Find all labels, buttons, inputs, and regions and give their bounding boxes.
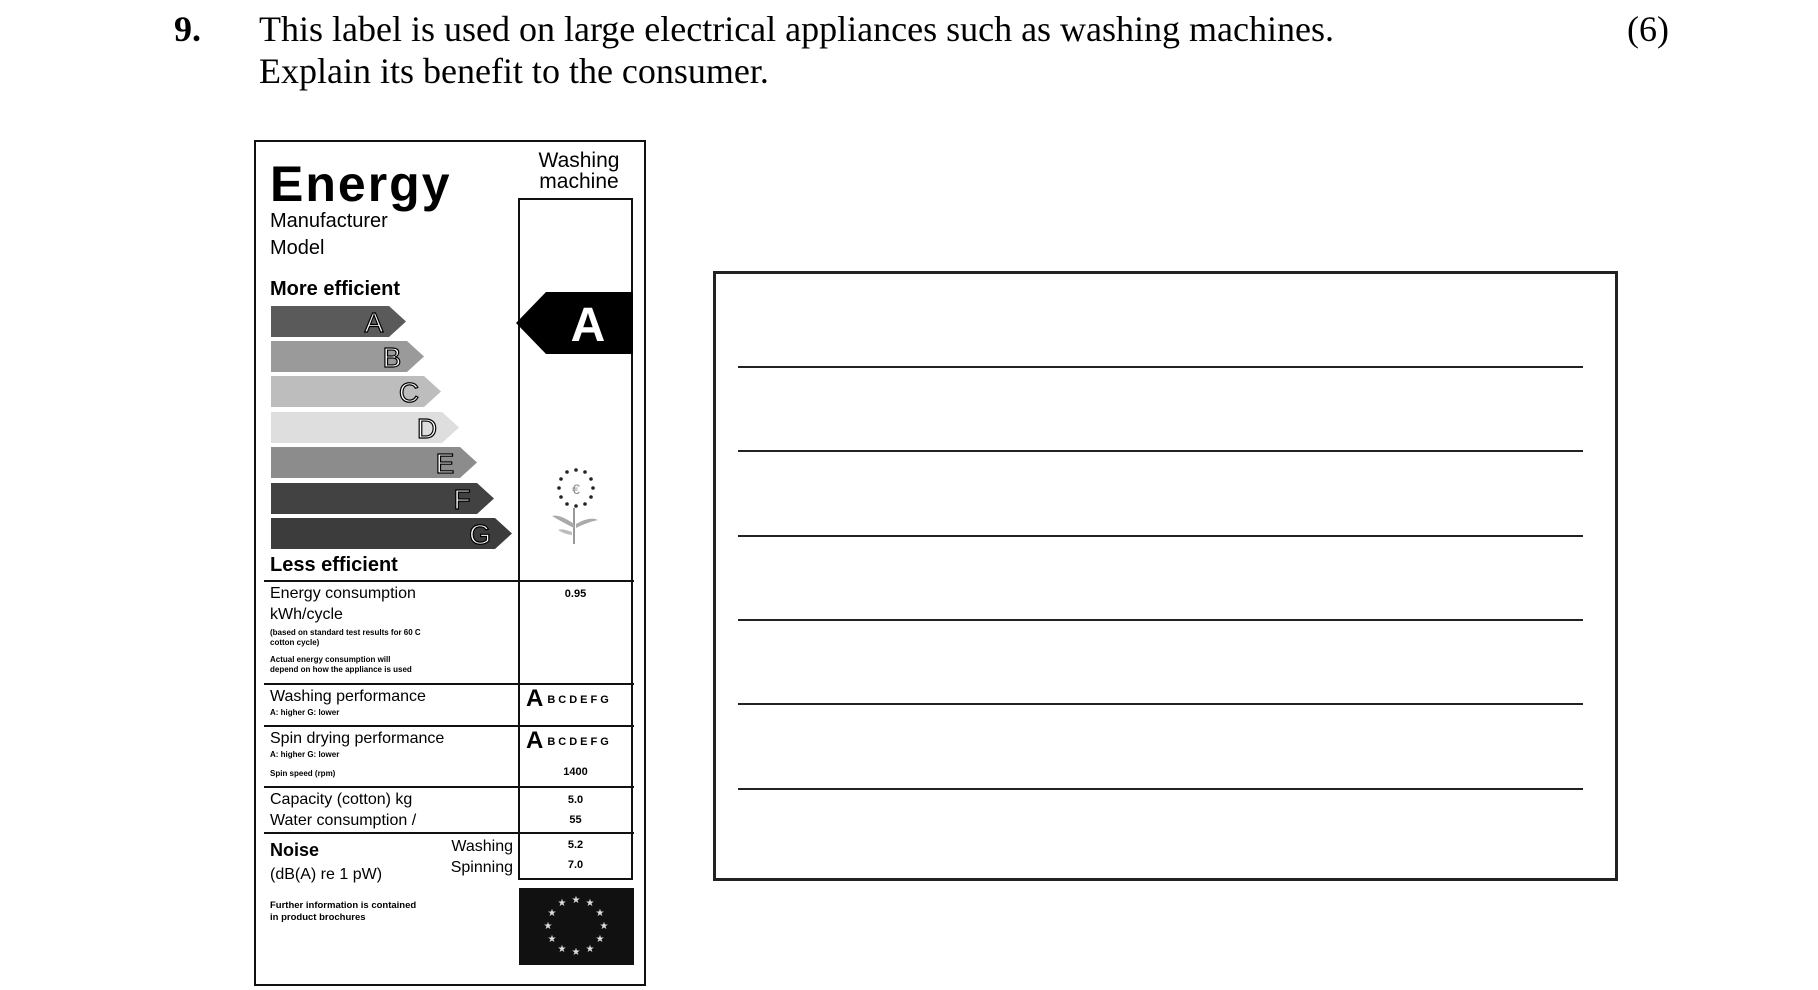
svg-text:★: ★ xyxy=(557,898,567,909)
noise-label: Noise xyxy=(270,840,320,860)
noise-washing-label: Washing xyxy=(451,838,513,855)
rating-bar-e xyxy=(271,447,477,478)
divider xyxy=(264,786,634,788)
svg-text:★: ★ xyxy=(547,908,557,919)
less-efficient-label: Less efficient xyxy=(270,554,398,576)
answer-line-5[interactable] xyxy=(738,703,1583,705)
washing-performance-scale-note: A: higher G: lower xyxy=(270,708,340,717)
svg-text:★: ★ xyxy=(547,934,557,945)
eu-flower-icon xyxy=(546,462,606,547)
energy-label xyxy=(254,140,646,986)
water-consumption-label: Water consumption / xyxy=(270,812,417,829)
footer-note-line-1: Further information is contained xyxy=(270,900,417,911)
appliance-type-line-2: machine xyxy=(539,170,619,193)
answer-line-3[interactable] xyxy=(738,535,1583,537)
model-label: Model xyxy=(270,237,325,259)
svg-text:★: ★ xyxy=(571,947,581,958)
rating-bar-a xyxy=(271,306,406,337)
energy-note-2-line-2: depend on how the appliance is used xyxy=(270,665,412,674)
spin-drying-scale-note: A: higher G: lower xyxy=(270,750,340,759)
svg-text:★: ★ xyxy=(571,895,581,906)
svg-text:C: C xyxy=(398,377,420,408)
svg-text:G: G xyxy=(469,519,491,550)
noise-spinning-label: Spinning xyxy=(450,859,513,876)
more-efficient-label: More efficient xyxy=(270,278,401,300)
answer-line-4[interactable] xyxy=(738,619,1583,621)
divider xyxy=(264,580,634,582)
question-text xyxy=(259,8,1334,92)
spin-drying-scale xyxy=(526,727,612,755)
question-text-line-1: This label is used on large electrical appliances such as washing machines. xyxy=(259,9,1334,49)
manufacturer-label: Manufacturer xyxy=(270,210,388,232)
noise-washing-value: 5.2 xyxy=(567,839,584,851)
energy-note-2 xyxy=(270,655,412,675)
rating-bar-g xyxy=(271,518,512,549)
answer-box[interactable] xyxy=(713,271,1618,881)
capacity-label: Capacity (cotton) kg xyxy=(270,791,413,808)
spin-drying-label: Spin drying performance xyxy=(270,730,445,747)
washing-performance-scale-rest: BCDEFG xyxy=(547,694,612,706)
svg-text:B: B xyxy=(382,342,402,373)
energy-consumption-unit: kWh/cycle xyxy=(270,606,343,623)
eu-flag-icon xyxy=(519,888,634,965)
rating-bar-d xyxy=(271,412,459,443)
svg-text:D: D xyxy=(416,413,438,444)
energy-consumption-label: Energy consumption xyxy=(270,585,416,602)
answer-line-6[interactable] xyxy=(738,788,1583,790)
question-marks: (6) xyxy=(1627,9,1669,49)
svg-text:€: € xyxy=(572,481,580,497)
svg-text:★: ★ xyxy=(557,944,567,955)
energy-note-1 xyxy=(270,628,421,648)
capacity-value: 5.0 xyxy=(567,794,584,806)
energy-note-2-line-1: Actual energy consumption will xyxy=(270,655,391,664)
noise-spinning-value: 7.0 xyxy=(567,859,584,871)
svg-text:F: F xyxy=(453,484,471,515)
rating-bar-f xyxy=(271,483,494,514)
washing-performance-scale xyxy=(526,685,612,713)
water-consumption-value: 55 xyxy=(569,814,582,826)
appliance-rating-arrow xyxy=(516,292,635,354)
rating-bar-b xyxy=(271,341,424,372)
energy-note-1-line-1: (based on standard test results for 60 C xyxy=(270,628,421,637)
appliance-type xyxy=(520,150,638,192)
question-number: 9. xyxy=(174,9,201,49)
answer-line-1[interactable] xyxy=(738,366,1583,368)
energy-consumption-value: 0.95 xyxy=(564,588,587,600)
noise-unit: (dB(A) re 1 pW) xyxy=(270,866,383,883)
energy-note-1-line-2: cotton cycle) xyxy=(270,638,320,647)
footer-note xyxy=(270,900,416,924)
question-text-line-2: Explain its benefit to the consumer. xyxy=(259,51,769,91)
answer-line-2[interactable] xyxy=(738,450,1583,452)
svg-text:★: ★ xyxy=(595,908,605,919)
label-title: Energy xyxy=(270,156,452,212)
footer-note-line-2: in product brochures xyxy=(270,912,366,923)
svg-text:★: ★ xyxy=(543,921,553,932)
svg-text:★: ★ xyxy=(595,934,605,945)
spin-speed-label: Spin speed (rpm) xyxy=(270,769,336,778)
svg-text:A: A xyxy=(570,299,606,352)
svg-text:★: ★ xyxy=(599,921,609,932)
rating-bar-letter: A xyxy=(364,307,384,338)
divider xyxy=(264,832,634,834)
appliance-type-line-1: Washing xyxy=(538,149,620,172)
washing-performance-label: Washing performance xyxy=(270,688,426,705)
washing-performance-rating: A xyxy=(526,685,544,712)
spin-speed-value: 1400 xyxy=(563,766,588,778)
svg-text:★: ★ xyxy=(585,898,595,909)
rating-bar-c xyxy=(271,376,441,407)
spin-drying-rating: A xyxy=(526,727,544,754)
svg-text:E: E xyxy=(435,448,455,479)
svg-text:★: ★ xyxy=(585,944,595,955)
spin-drying-scale-rest: BCDEFG xyxy=(547,736,612,748)
